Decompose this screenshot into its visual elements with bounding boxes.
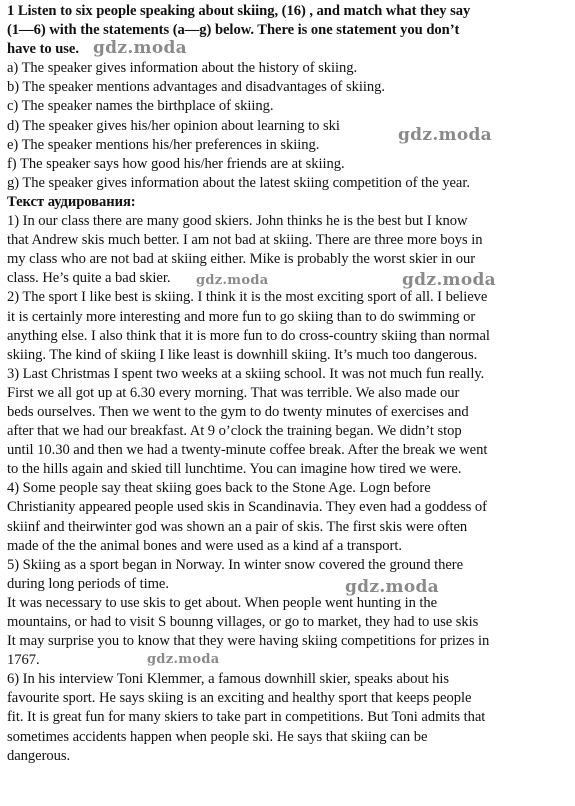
- transcript-line: 1767.: [7, 652, 40, 669]
- transcript-line: 2) The sport I like best is skiing. I think it is the most exciting sport of all. I believe: [7, 289, 488, 306]
- document-page: [7, 2, 569, 766]
- watermark: gdz.moda: [398, 125, 492, 145]
- transcript-line: made of the the animal bones and were used as a kind af a transport.: [7, 537, 402, 554]
- transcript-line: 6) In his interview Toni Klemmer, a famous downhill skier, speaks about his: [7, 671, 450, 688]
- watermark: gdz.moda: [147, 652, 220, 667]
- transcript-line: Christianity appeared people used skis in Scandinavia. They even had a goddess of: [7, 499, 487, 516]
- transcript-line: skiing. The kind of skiing I like least is downhill skiing. It’s much too dangerous.: [7, 346, 478, 363]
- transcript-line: during long periods of time.: [7, 575, 169, 592]
- transcript-line: It may surprise you to know that they were having skiing competitions for prizes in: [7, 633, 490, 650]
- transcript-heading: Текст аудирования:: [7, 193, 136, 210]
- transcript-line: 1) In our class there are many good skiers. John thinks he is the best but I know: [7, 213, 468, 230]
- watermark: gdz.moda: [196, 273, 269, 288]
- statement-c: c) The speaker names the birthplace of skiing.: [7, 98, 274, 115]
- statement-e: e) The speaker mentions his/her preferences in skiing.: [7, 136, 320, 153]
- transcript-line: First we all got up at 6.30 every morning. That was terrible. We also made our: [7, 384, 460, 401]
- transcript-line: mountains, or had to visit S bounng villages, or go to market, they had to use skis: [7, 614, 479, 630]
- transcript-line: skiinf and theirwinter god was shown an a pair of skis. The first skis were often: [7, 518, 468, 535]
- statement-g: g) The speaker gives information about the latest skiing competition of the year.: [7, 174, 470, 191]
- watermark: gdz.moda: [93, 38, 187, 58]
- transcript-line: until 10.30 and then we had a twenty-minute coffee break. After the break we went: [7, 442, 488, 459]
- transcript-line: 3) Last Christmas I spent two weeks at a skiing school. It was not much fun really.: [7, 365, 485, 382]
- transcript-line: beds ourselves. Then we went to the gym to do twenty minutes of exercises and: [7, 403, 469, 420]
- transcript-line: anything else. I also think that it is more fun to do cross-country skiing than normal: [7, 327, 490, 344]
- transcript-line: sometimes accidents happen when people ski. He says that skiing can be: [7, 728, 428, 745]
- statement-f: f) The speaker says how good his/her friends are at skiing.: [7, 155, 345, 172]
- transcript-line: class. He’s quite a bad skier.: [7, 270, 171, 287]
- task-line-3: have to use.: [7, 41, 79, 58]
- task-line-1: 1 Listen to six people speaking about skiing, (16) , and match what they say: [7, 3, 471, 19]
- transcript-line: dangerous.: [7, 747, 71, 764]
- transcript-line: that Andrew skis much better. I am not bad at skiing. There are three more boys in: [7, 232, 483, 249]
- transcript-line: it is certainly more interesting and more fun to go skiing than to do swimming or: [7, 308, 476, 325]
- transcript-line: favourite sport. He says skiing is an exciting and healthy sport that keeps people: [7, 690, 472, 707]
- transcript-line: after that we had our breakfast. At 9 o’clock the training began. We didn’t stop: [7, 423, 462, 440]
- transcript-line: fit. It is great fun for many skiers to take part in competitions. But Toni admits that: [7, 709, 486, 726]
- transcript-line: 4) Some people say theat skiing goes back to the Stone Age. Logn before: [7, 480, 431, 497]
- statement-a: a) The speaker gives information about the history of skiing.: [7, 60, 358, 77]
- watermark: gdz.moda: [345, 577, 439, 597]
- transcript-line: my class who are not bad at skiing either. Mike is probably the worst skier in our: [7, 251, 476, 268]
- statement-b: b) The speaker mentions advantages and disadvantages of skiing.: [7, 79, 385, 96]
- transcript-line: to the hills again and skied till lunchtime. You can imagine how tired we were.: [7, 461, 462, 478]
- task-line-2: (1—6) with the statements (a—g) below. There is one statement you don’t: [7, 22, 460, 39]
- transcript-line: It was necessary to use skis to get about. When people went hunting in the: [7, 594, 438, 611]
- watermark: gdz.moda: [402, 270, 496, 290]
- statement-d: d) The speaker gives his/her opinion about learning to ski: [7, 117, 340, 134]
- transcript-line: 5) Skiing as a sport began in Norway. In winter snow covered the ground there: [7, 556, 464, 573]
